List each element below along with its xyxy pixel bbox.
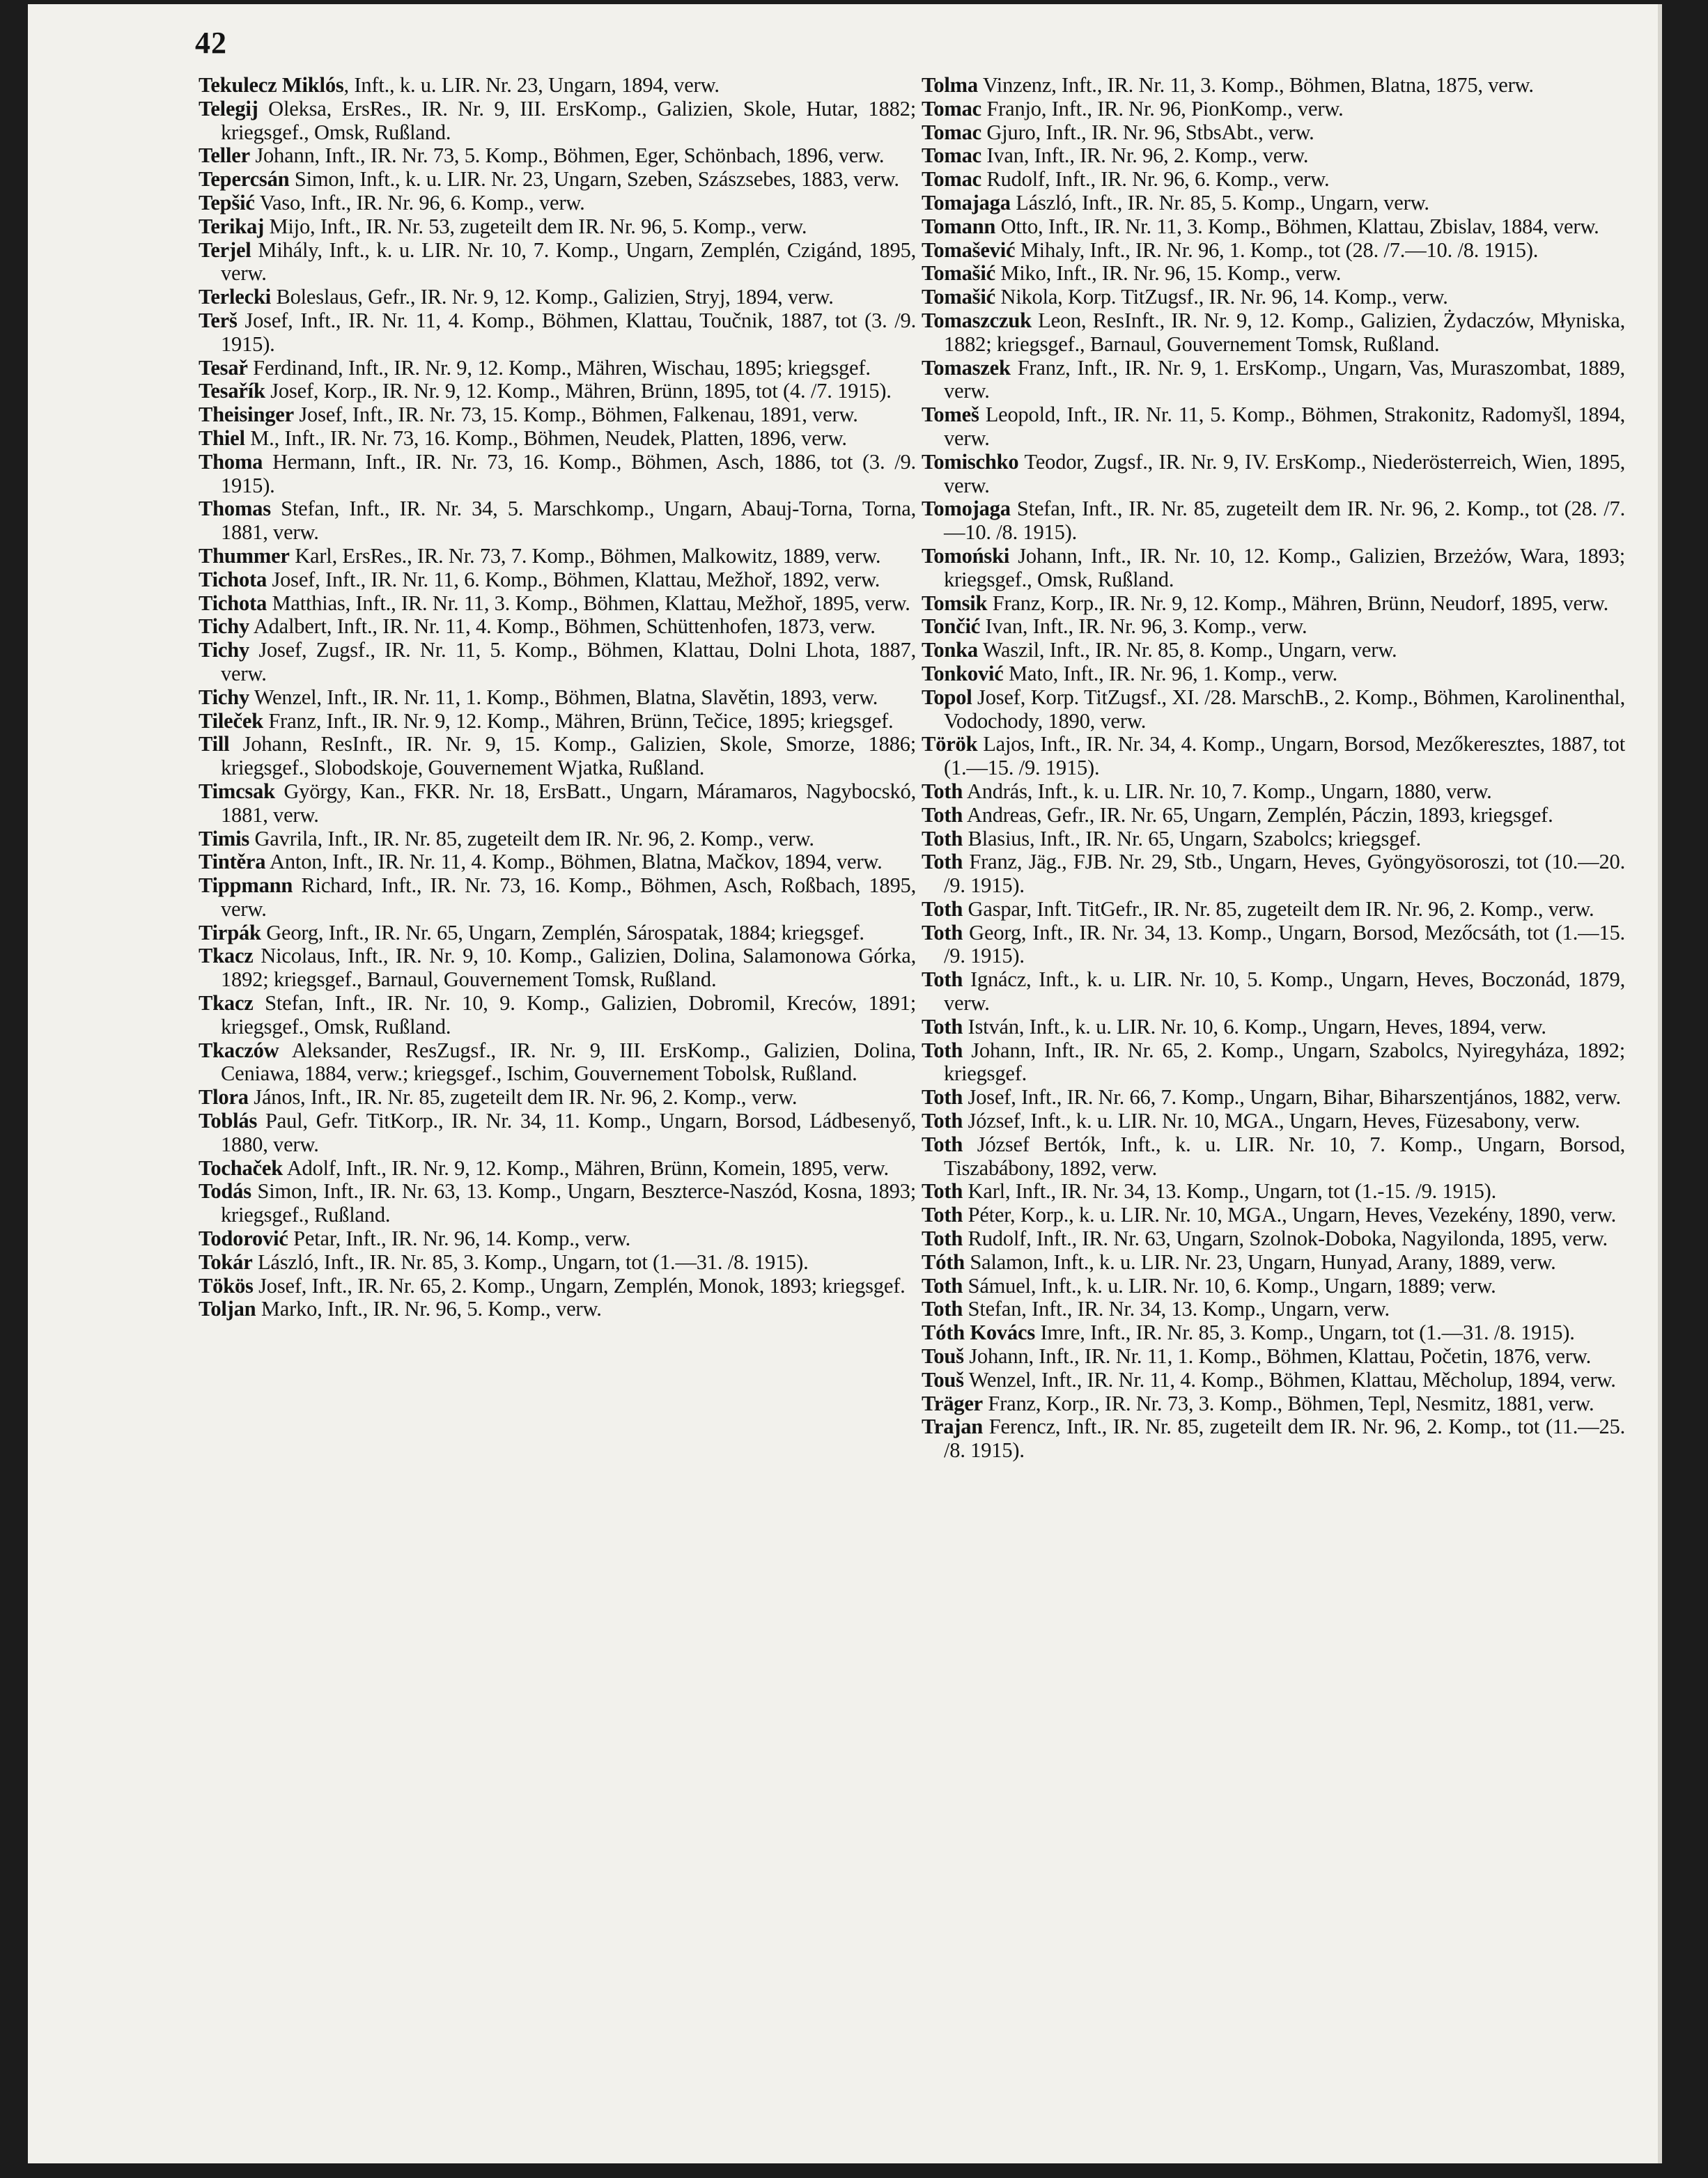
entry-details: Vinzenz, Inft., IR. Nr. 11, 3. Komp., Böhmen, Blatna, 1875, verw. — [977, 73, 1534, 97]
register-entry — [199, 592, 916, 616]
entry-surname: Trajan — [922, 1415, 984, 1439]
register-entry — [922, 1086, 1625, 1110]
entry-surname: Thoma — [199, 449, 263, 474]
entry-surname: Tonković — [922, 661, 1004, 685]
register-entry — [922, 1392, 1625, 1416]
entry-surname: Träger — [922, 1391, 983, 1415]
entry-details: Franz, Korp., IR. Nr. 73, 3. Komp., Böhmen, Tepl, Nesmitz, 1881, verw. — [983, 1391, 1594, 1415]
entry-surname: Toth — [922, 1038, 963, 1062]
entry-details: Matthias, Inft., IR. Nr. 11, 3. Komp., Böhmen, Klattau, Mežhoř, 1895, verw. — [267, 591, 910, 615]
entry-surname: Tichy — [199, 685, 250, 709]
register-entry — [922, 686, 1625, 733]
entry-details: Karl, ErsRes., IR. Nr. 73, 7. Komp., Böhmen, Malkowitz, 1889, verw. — [289, 543, 881, 568]
entry-surname: Toth — [922, 1014, 963, 1039]
entry-details: Johann, ResInft., IR. Nr. 9, 15. Komp., Galizien, Skole, Smorze, 1886; kriegsgef., Slobodskoje, Gouvernement Wjatka, Rußland. — [221, 732, 916, 780]
entry-surname: Toth — [922, 920, 963, 944]
entry-details: Simon, Inft., k. u. LIR. Nr. 23, Ungarn, Szeben, Szászsebes, 1883, verw. — [289, 167, 899, 192]
register-entry — [199, 850, 916, 874]
entry-details: Georg, Inft., IR. Nr. 65, Ungarn, Zemplén, Sárospatak, 1884; kriegsgef. — [261, 920, 864, 944]
register-entry — [199, 1251, 916, 1275]
entry-details: Marko, Inft., IR. Nr. 96, 5. Komp., verw. — [256, 1297, 602, 1321]
register-entry — [922, 215, 1625, 239]
register-entry — [922, 1016, 1625, 1039]
register-entry — [922, 615, 1625, 639]
entry-surname: Tomac — [922, 96, 981, 120]
entry-surname: Tomaszek — [922, 355, 1011, 380]
register-entry — [199, 944, 916, 992]
entry-details: Josef, Inft., IR. Nr. 11, 6. Komp., Böhmen, Klattau, Mežhoř, 1892, verw. — [267, 567, 880, 591]
entry-surname: Toth — [922, 802, 963, 827]
entry-details: András, Inft., k. u. LIR. Nr. 10, 7. Komp., Ungarn, 1880, verw. — [963, 779, 1492, 803]
entry-details: Stefan, Inft., IR. Nr. 34, 13. Komp., Ungarn, verw. — [963, 1297, 1390, 1321]
entry-details: Ferdinand, Inft., IR. Nr. 9, 12. Komp., Mähren, Wischau, 1895; kriegsgef. — [247, 355, 871, 380]
register-entry — [199, 239, 916, 286]
entry-surname: Toth — [922, 1227, 963, 1251]
entry-details: Oleksa, ErsRes., IR. Nr. 9, III. ErsKomp., Galizien, Skole, Hutar, 1882; kriegsgef., Omsk, Rußland. — [221, 96, 916, 144]
entry-surname: Tichy — [199, 614, 250, 639]
entry-surname: Toth — [922, 1297, 963, 1321]
register-entry — [199, 1298, 916, 1321]
entry-surname: Toth — [922, 850, 963, 874]
entry-surname: Tichota — [199, 567, 267, 591]
entry-details: Johann, Inft., IR. Nr. 65, 2. Komp., Ungarn, Szabolcs, Nyiregyháza, 1892; kriegsgef. — [944, 1038, 1625, 1086]
entry-surname: Telegij — [199, 96, 258, 120]
entry-details: Nicolaus, Inft., IR. Nr. 9, 10. Komp., Galizien, Dolina, Salamonowa Górka, 1892; kriegsgef., Barnaul, Gouvernement Tomsk, Rußland. — [221, 944, 916, 992]
entry-details: Adalbert, Inft., IR. Nr. 11, 4. Komp., Böhmen, Schüttenhofen, 1873, verw. — [249, 614, 876, 639]
register-entry — [922, 639, 1625, 662]
register-entry — [922, 74, 1625, 98]
entry-surname: Toth — [922, 896, 963, 921]
entry-surname: Toth — [922, 1132, 963, 1156]
entry-details: János, Inft., IR. Nr. 85, zugeteilt dem IR. Nr. 96, 2. Komp., verw. — [248, 1085, 798, 1110]
register-entry — [199, 1157, 916, 1181]
register-entry — [199, 168, 916, 192]
register-entry — [199, 215, 916, 239]
register-entry — [922, 1180, 1625, 1204]
register-entry — [199, 497, 916, 545]
register-entry — [199, 357, 916, 380]
register-entry — [922, 827, 1625, 851]
entry-details: Otto, Inft., IR. Nr. 11, 3. Komp., Böhmen, Klattau, Zbislav, 1884, verw. — [995, 214, 1599, 238]
register-entry — [922, 121, 1625, 145]
register-entry — [199, 286, 916, 309]
register-entry — [922, 921, 1625, 969]
entry-surname: Tirpák — [199, 920, 261, 944]
register-entry — [199, 403, 916, 427]
register-entry — [922, 286, 1625, 309]
entry-surname: Theisinger — [199, 403, 294, 427]
entry-surname: Toth — [922, 1085, 963, 1110]
entry-details: Josef, Inft., IR. Nr. 11, 4. Komp., Böhmen, Klattau, Toučnik, 1887, tot (3. /9. 1915). — [221, 308, 916, 356]
entry-details: László, Inft., IR. Nr. 85, 3. Komp., Ungarn, tot (1.—31. /8. 1915). — [252, 1250, 809, 1274]
register-entry — [199, 545, 916, 568]
register-entry — [199, 780, 916, 827]
entry-details: Hermann, Inft., IR. Nr. 73, 16. Komp., Böhmen, Asch, 1886, tot (3. /9. 1915). — [221, 449, 916, 497]
entry-surname: Tileček — [199, 708, 263, 733]
entry-surname: Tippmann — [199, 873, 293, 898]
entry-surname: Terlecki — [199, 285, 272, 309]
entry-details: Sámuel, Inft., k. u. LIR. Nr. 10, 6. Komp., Ungarn, 1889; verw. — [963, 1273, 1496, 1298]
entry-surname: Toth — [922, 1179, 963, 1204]
entry-details: Johann, Inft., IR. Nr. 73, 5. Komp., Böhmen, Eger, Schönbach, 1896, verw. — [249, 143, 885, 168]
entry-surname: Timis — [199, 826, 250, 850]
entry-details: Mijo, Inft., IR. Nr. 53, zugeteilt dem IR. Nr. 96, 5. Komp., verw. — [264, 214, 807, 238]
register-entry — [922, 451, 1625, 498]
entry-surname: Todorović — [199, 1227, 288, 1251]
register-entry — [922, 592, 1625, 616]
register-entry — [922, 239, 1625, 263]
entry-details: Mato, Inft., IR. Nr. 96, 1. Komp., verw. — [1003, 661, 1338, 685]
register-entry — [922, 403, 1625, 451]
entry-details: Teodor, Zugsf., IR. Nr. 9, IV. ErsKomp., Niederösterreich, Wien, 1895, verw. — [944, 449, 1625, 497]
register-entry — [922, 309, 1625, 357]
entry-surname: Thummer — [199, 543, 290, 568]
entry-surname: Tomac — [922, 120, 981, 144]
register-entry — [199, 733, 916, 780]
entry-details: Salamon, Inft., k. u. LIR. Nr. 23, Ungarn, Hunyad, Arany, 1889, verw. — [964, 1250, 1556, 1274]
entry-details: Franz, Jäg., FJB. Nr. 29, Stb., Ungarn, Heves, Gyöngyösoroszi, tot (10.—20. /9. 1915). — [944, 850, 1625, 898]
entry-details: Mihály, Inft., k. u. LIR. Nr. 10, 7. Komp., Ungarn, Zemplén, Czigánd, 1895, verw. — [221, 238, 916, 286]
entry-details: Simon, Inft., IR. Nr. 63, 13. Komp., Ungarn, Beszterce-Naszód, Kosna, 1893; kriegsgef., Rußland. — [221, 1179, 916, 1227]
register-entry — [922, 144, 1625, 168]
entry-surname: Toth — [922, 1109, 963, 1133]
entry-surname: Tichota — [199, 591, 267, 615]
entry-surname: Tomaszczuk — [922, 308, 1032, 332]
entry-surname: Tkaczów — [199, 1038, 279, 1062]
register-entry — [922, 662, 1625, 686]
entry-details: László, Inft., IR. Nr. 85, 5. Komp., Ungarn, verw. — [1010, 190, 1429, 215]
register-entry — [922, 1251, 1625, 1275]
register-entry — [199, 686, 916, 710]
entry-surname: Tončić — [922, 614, 981, 639]
register-entry — [199, 615, 916, 639]
register-entry — [199, 427, 916, 451]
entry-details: Gaspar, Inft. TitGefr., IR. Nr. 85, zugeteilt dem IR. Nr. 96, 2. Komp., verw. — [963, 896, 1594, 921]
register-entry — [922, 1298, 1625, 1321]
entry-surname: Tkacz — [199, 991, 254, 1016]
entry-details: M., Inft., IR. Nr. 73, 16. Komp., Böhmen, Neudek, Platten, 1896, verw. — [244, 426, 847, 450]
entry-details: Franjo, Inft., IR. Nr. 96, PionKomp., verw. — [981, 96, 1344, 120]
entry-details: Stefan, Inft., IR. Nr. 85, zugeteilt dem IR. Nr. 96, 2. Komp., tot (28. /7.—10. /8. 1915). — [944, 497, 1625, 545]
entry-details: Nikola, Korp. TitZugsf., IR. Nr. 96, 14. Komp., verw. — [995, 285, 1448, 309]
register-entry — [199, 1180, 916, 1227]
entry-details: Josef, Korp. TitZugsf., XI. /28. MarschB., 2. Komp., Böhmen, Karolinenthal, Vodochody, 1890, verw. — [944, 685, 1625, 733]
register-entry — [922, 1110, 1625, 1133]
entry-surname: Tepercsán — [199, 167, 290, 192]
entry-surname: Tóth Kovács — [922, 1321, 1036, 1345]
entry-surname: Tóth — [922, 1250, 965, 1274]
entry-surname: Tlora — [199, 1085, 249, 1110]
entry-details: Vaso, Inft., IR. Nr. 96, 6. Komp., verw. — [254, 190, 585, 215]
entry-details: Ignácz, Inft., k. u. LIR. Nr. 10, 5. Komp., Ungarn, Heves, Boczonád, 1879, verw. — [944, 967, 1625, 1016]
entry-details: Rudolf, Inft., IR. Nr. 63, Ungarn, Szolnok-Doboka, Nagyilonda, 1895, verw. — [963, 1227, 1608, 1251]
register-entry — [199, 710, 916, 733]
register-entry — [922, 1275, 1625, 1298]
entry-surname: Tomašić — [922, 285, 995, 309]
entry-details: Gjuro, Inft., IR. Nr. 96, StbsAbt., verw. — [981, 120, 1314, 144]
register-entry — [922, 850, 1625, 898]
entry-surname: Todás — [199, 1179, 251, 1204]
entry-surname: Toblás — [199, 1109, 258, 1133]
entry-details: Ivan, Inft., IR. Nr. 96, 2. Komp., verw. — [981, 143, 1309, 168]
register-entry — [199, 1110, 916, 1157]
entry-details: , Inft., k. u. LIR. Nr. 23, Ungarn, 1894, verw. — [343, 73, 720, 97]
entry-surname: Till — [199, 732, 230, 756]
entry-details: Anton, Inft., IR. Nr. 11, 4. Komp., Böhmen, Blatna, Mačkov, 1894, verw. — [265, 850, 883, 874]
register-entry — [922, 968, 1625, 1016]
entry-surname: Tomoński — [922, 543, 1010, 568]
register-entry — [199, 568, 916, 592]
entry-details: Johann, Inft., IR. Nr. 10, 12. Komp., Galizien, Brzeżów, Wara, 1893; kriegsgef., Omsk, Rußland. — [944, 543, 1625, 591]
entry-details: Leopold, Inft., IR. Nr. 11, 5. Komp., Böhmen, Strakonitz, Radomyšl, 1894, verw. — [944, 403, 1625, 450]
entry-surname: Tomsik — [922, 591, 988, 615]
register-entry — [199, 1275, 916, 1298]
register-entry — [199, 144, 916, 168]
entry-surname: Tepšić — [199, 190, 255, 215]
register-entry — [922, 168, 1625, 192]
entry-surname: Tesař — [199, 355, 248, 380]
register-entry — [199, 827, 916, 851]
entry-surname: Terikaj — [199, 214, 265, 238]
entry-surname: Tintěra — [199, 850, 266, 874]
entry-details: Wenzel, Inft., IR. Nr. 11, 4. Komp., Böhmen, Klattau, Měcholup, 1894, verw. — [963, 1367, 1616, 1392]
entry-surname: Topol — [922, 685, 972, 709]
entry-details: József Bertók, Inft., k. u. LIR. Nr. 10, 7. Komp., Ungarn, Borsod, Tiszabábony, 1892, verw. — [944, 1132, 1625, 1180]
entry-surname: Toth — [922, 1203, 963, 1227]
register-entry — [922, 1133, 1625, 1181]
register-entry — [922, 98, 1625, 121]
entry-surname: Toth — [922, 967, 963, 992]
entry-details: Johann, Inft., IR. Nr. 11, 1. Komp., Böhmen, Klattau, Početin, 1876, verw. — [963, 1344, 1591, 1369]
register-entry — [922, 1204, 1625, 1227]
entry-surname: Touš — [922, 1367, 964, 1392]
entry-details: Miko, Inft., IR. Nr. 96, 15. Komp., verw. — [995, 261, 1342, 286]
entry-surname: Tomeš — [922, 403, 979, 427]
register-entry — [199, 874, 916, 921]
register-entry — [199, 309, 916, 357]
entry-details: József, Inft., k. u. LIR. Nr. 10, MGA., Ungarn, Heves, Füzesabony, verw. — [963, 1109, 1581, 1133]
register-entry — [199, 192, 916, 215]
entry-details: György, Kan., FKR. Nr. 18, ErsBatt., Ungarn, Máramaros, Nagybocskó, 1881, verw. — [221, 779, 916, 827]
entry-surname: Thiel — [199, 426, 245, 450]
entry-surname: Tonka — [922, 638, 978, 662]
entry-surname: Tomischko — [922, 449, 1019, 474]
entry-details: Josef, Zugsf., IR. Nr. 11, 5. Komp., Böhmen, Klattau, Dolni Lhota, 1887, verw. — [221, 638, 916, 685]
entry-details: Josef, Inft., IR. Nr. 65, 2. Komp., Ungarn, Zemplén, Monok, 1893; kriegsgef. — [253, 1273, 906, 1298]
entry-details: Gavrila, Inft., IR. Nr. 85, zugeteilt dem IR. Nr. 96, 2. Komp., verw. — [249, 826, 814, 850]
entry-surname: Tokár — [199, 1250, 253, 1274]
register-entry — [199, 1086, 916, 1110]
register-entry — [922, 1345, 1625, 1369]
page-number: 42 — [195, 26, 227, 60]
entry-surname: Tomojaga — [922, 497, 1011, 521]
entry-surname: Tochaček — [199, 1156, 283, 1180]
register-entry — [199, 992, 916, 1039]
entry-surname: Tomac — [922, 143, 981, 168]
entry-details: Karl, Inft., IR. Nr. 34, 13. Komp., Ungarn, tot (1.-15. /9. 1915). — [963, 1179, 1497, 1204]
entry-details: Ferencz, Inft., IR. Nr. 85, zugeteilt dem IR. Nr. 96, 2. Komp., tot (11.—25. /8. 1915). — [944, 1415, 1625, 1463]
entry-details: Imre, Inft., IR. Nr. 85, 3. Komp., Ungarn, tot (1.—31. /8. 1915). — [1035, 1321, 1575, 1345]
entry-surname: Toljan — [199, 1297, 256, 1321]
entry-details: Aleksander, ResZugsf., IR. Nr. 9, III. ErsKomp., Galizien, Dolina, Ceniawa, 1884, verw.; kriegsgef., Ischim, Gouvernement Tobolsk, Rußland. — [221, 1038, 916, 1086]
entry-details: Ivan, Inft., IR. Nr. 96, 3. Komp., verw. — [980, 614, 1307, 639]
entry-details: Georg, Inft., IR. Nr. 34, 13. Komp., Ungarn, Borsod, Mezőcsáth, tot (1.—15. /9. 1915). — [944, 920, 1625, 968]
entry-surname: Tomašić — [922, 261, 995, 286]
entry-surname: Török — [922, 732, 978, 756]
entry-details: Josef, Korp., IR. Nr. 9, 12. Komp., Mähren, Brünn, 1895, tot (4. /7. 1915). — [265, 379, 892, 403]
entry-surname: Tökös — [199, 1273, 254, 1298]
register-entry — [199, 74, 916, 98]
entry-details: Josef, Inft., IR. Nr. 66, 7. Komp., Ungarn, Bihar, Biharszentjános, 1882, verw. — [963, 1085, 1621, 1110]
entry-details: Andreas, Gefr., IR. Nr. 65, Ungarn, Zemplén, Páczin, 1893, kriegsgef. — [963, 802, 1553, 827]
register-entry — [922, 1039, 1625, 1087]
entry-details: Franz, Inft., IR. Nr. 9, 12. Komp., Mähren, Brünn, Tečice, 1895; kriegsgef. — [263, 708, 894, 733]
entry-details: Lajos, Inft., IR. Nr. 34, 4. Komp., Ungarn, Borsod, Mezőkeresztes, 1887, tot (1.—15. /9. 1915). — [944, 732, 1625, 780]
entry-surname: Tesařík — [199, 379, 265, 403]
entry-surname: Tkacz — [199, 944, 254, 968]
register-entry — [199, 921, 916, 945]
register-entry — [199, 1039, 916, 1087]
register-entry — [922, 1227, 1625, 1251]
entry-details: Stefan, Inft., IR. Nr. 34, 5. Marschkomp., Ungarn, Abauj-Torna, Torna, 1881, verw. — [221, 497, 916, 545]
entry-details: Franz, Inft., IR. Nr. 9, 1. ErsKomp., Ungarn, Vas, Muraszombat, 1889, verw. — [944, 355, 1625, 403]
entry-details: Boleslaus, Gefr., IR. Nr. 9, 12. Komp., Galizien, Stryj, 1894, verw. — [271, 285, 834, 309]
register-entry — [922, 497, 1625, 545]
left-column — [199, 74, 916, 1321]
entry-surname: Terjel — [199, 238, 251, 262]
register-entry — [199, 380, 916, 403]
entry-details: István, Inft., k. u. LIR. Nr. 10, 6. Komp., Ungarn, Heves, 1894, verw. — [963, 1014, 1546, 1039]
entry-surname: Terš — [199, 308, 238, 332]
register-entry — [922, 1415, 1625, 1463]
entry-details: Waszil, Inft., IR. Nr. 85, 8. Komp., Ungarn, verw. — [977, 638, 1397, 662]
entry-surname: Toth — [922, 1273, 963, 1298]
entry-surname: Teller — [199, 143, 250, 168]
entry-details: Paul, Gefr. TitKorp., IR. Nr. 34, 11. Komp., Ungarn, Borsod, Ládbesenyő, 1880, verw. — [221, 1109, 916, 1156]
register-entry — [922, 804, 1625, 827]
right-column — [922, 74, 1625, 1463]
register-entry — [922, 733, 1625, 780]
entry-details: Blasius, Inft., IR. Nr. 65, Ungarn, Szabolcs; kriegsgef. — [963, 826, 1421, 850]
register-entry — [922, 898, 1625, 921]
register-entry — [922, 262, 1625, 286]
entry-surname: Tomajaga — [922, 190, 1011, 215]
register-entry — [199, 1227, 916, 1251]
register-entry — [922, 1369, 1625, 1392]
register-entry — [922, 357, 1625, 404]
entry-surname: Touš — [922, 1344, 964, 1369]
register-entry — [199, 451, 916, 498]
entry-details: Josef, Inft., IR. Nr. 73, 15. Komp., Böhmen, Falkenau, 1891, verw. — [293, 403, 858, 427]
entry-details: Péter, Korp., k. u. LIR. Nr. 10, MGA., Ungarn, Heves, Vezekény, 1890, verw. — [963, 1203, 1617, 1227]
entry-details: Stefan, Inft., IR. Nr. 10, 9. Komp., Galizien, Dobromil, Krecόw, 1891; kriegsgef., Omsk, Rußland. — [221, 991, 916, 1039]
entry-details: Adolf, Inft., IR. Nr. 9, 12. Komp., Mähren, Brünn, Komein, 1895, verw. — [282, 1156, 889, 1180]
entry-surname: Toth — [922, 779, 963, 803]
entry-surname: Tomašević — [922, 238, 1016, 262]
entry-details: Leon, ResInft., IR. Nr. 9, 12. Komp., Galizien, Żydaczów, Młyniska, 1882; kriegsgef., Barnaul, Gouvernement Tomsk, Rußland. — [944, 308, 1625, 356]
entry-surname: Tekulecz Miklós — [199, 73, 344, 97]
register-entry — [922, 192, 1625, 215]
entry-details: Wenzel, Inft., IR. Nr. 11, 1. Komp., Böhmen, Blatna, Slavětin, 1893, verw. — [249, 685, 878, 709]
register-entry — [922, 1321, 1625, 1345]
entry-details: Richard, Inft., IR. Nr. 73, 16. Komp., Böhmen, Asch, Roßbach, 1895, verw. — [221, 873, 916, 921]
entry-surname: Timcsak — [199, 779, 275, 803]
entry-surname: Tomann — [922, 214, 996, 238]
register-entry — [922, 780, 1625, 804]
entry-surname: Tomac — [922, 167, 981, 192]
entry-details: Petar, Inft., IR. Nr. 96, 14. Komp., verw. — [288, 1227, 631, 1251]
entry-surname: Thomas — [199, 497, 271, 521]
document-page — [28, 4, 1662, 2163]
entry-details: Franz, Korp., IR. Nr. 9, 12. Komp., Mähren, Brünn, Neudorf, 1895, verw. — [987, 591, 1609, 615]
register-entry — [922, 545, 1625, 592]
entry-details: Rudolf, Inft., IR. Nr. 96, 6. Komp., verw. — [981, 167, 1330, 192]
entry-surname: Tichy — [199, 638, 250, 662]
entry-surname: Tolma — [922, 73, 978, 97]
entry-surname: Toth — [922, 826, 963, 850]
register-entry — [199, 98, 916, 145]
register-entry — [199, 639, 916, 686]
entry-details: Mihaly, Inft., IR. Nr. 96, 1. Komp., tot (28. /7.—10. /8. 1915). — [1015, 238, 1539, 262]
